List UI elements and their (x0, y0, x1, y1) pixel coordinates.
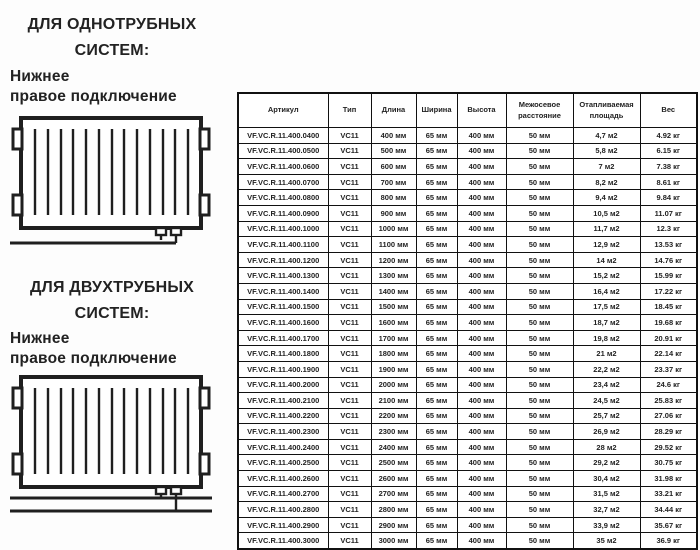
table-cell: 50 мм (506, 424, 573, 440)
table-cell: 50 мм (506, 361, 573, 377)
table-cell: VF.VC.R.11.400.1400 (238, 283, 328, 299)
table-cell: 65 мм (416, 283, 457, 299)
section-title-two-pipe (10, 275, 214, 327)
table-cell: 50 мм (506, 190, 573, 206)
table-cell: 30,4 м2 (573, 471, 640, 487)
table-cell: 4.92 кг (640, 128, 697, 144)
table-row (238, 283, 697, 299)
table-row (238, 346, 697, 362)
table-cell: 65 мм (416, 439, 457, 455)
bottom-right-connection (156, 228, 181, 243)
table-cell: 400 мм (457, 205, 506, 221)
table-cell: 33.21 кг (640, 486, 697, 502)
table-cell: VC11 (328, 346, 371, 362)
subtitle-line: правое подключение (10, 88, 177, 106)
table-cell: 400 мм (371, 128, 416, 144)
table-cell: 29,2 м2 (573, 455, 640, 471)
table-cell: 22,2 м2 (573, 361, 640, 377)
header-row (238, 93, 697, 128)
table-cell: 4,7 м2 (573, 128, 640, 144)
table-cell: 50 мм (506, 517, 573, 533)
table-cell: 2700 мм (371, 486, 416, 502)
subtitle-line: Нижнее (10, 68, 70, 85)
table-cell: VF.VC.R.11.400.1700 (238, 330, 328, 346)
table-cell: VF.VC.R.11.400.2800 (238, 502, 328, 518)
table-cell: 8.61 кг (640, 174, 697, 190)
table-row (238, 424, 697, 440)
table-cell: 400 мм (457, 283, 506, 299)
table-row (238, 299, 697, 315)
table-cell: 13.53 кг (640, 237, 697, 253)
table-cell: VC11 (328, 361, 371, 377)
table-cell: 400 мм (457, 439, 506, 455)
table-cell: 7 м2 (573, 159, 640, 175)
table-cell: 1000 мм (371, 221, 416, 237)
table-cell: 7.38 кг (640, 159, 697, 175)
table-cell: 5,8 м2 (573, 143, 640, 159)
table-cell: 50 мм (506, 268, 573, 284)
table-cell: 50 мм (506, 205, 573, 221)
single-pipe-radiator-diagram (8, 115, 216, 253)
two-pipe-radiator-diagram (8, 374, 216, 524)
table-cell: VC11 (328, 377, 371, 393)
table-cell: 25,7 м2 (573, 408, 640, 424)
table-cell: 1400 мм (371, 283, 416, 299)
table-cell: VF.VC.R.11.400.2700 (238, 486, 328, 502)
table-cell: 50 мм (506, 221, 573, 237)
table-cell: VC11 (328, 190, 371, 206)
table-cell: VC11 (328, 174, 371, 190)
table-cell: 28 м2 (573, 439, 640, 455)
table-cell: 400 мм (457, 346, 506, 362)
table-cell: VC11 (328, 455, 371, 471)
table-cell: 10,5 м2 (573, 205, 640, 221)
table-cell: 50 мм (506, 299, 573, 315)
table-row (238, 533, 697, 549)
table-cell: 8,2 м2 (573, 174, 640, 190)
table-cell: 65 мм (416, 377, 457, 393)
col-header-article: Артикул (238, 93, 328, 128)
title-line: СИСТЕМ: (74, 304, 150, 322)
table-cell: 50 мм (506, 533, 573, 549)
table-cell: 65 мм (416, 471, 457, 487)
table-cell: 400 мм (457, 455, 506, 471)
table-cell: VC11 (328, 143, 371, 159)
table-cell: 400 мм (457, 252, 506, 268)
table-cell: 50 мм (506, 174, 573, 190)
table-cell: 400 мм (457, 315, 506, 331)
table-cell: 27.06 кг (640, 408, 697, 424)
table-cell: 1700 мм (371, 330, 416, 346)
table-cell: 50 мм (506, 393, 573, 409)
table-cell: 1500 мм (371, 299, 416, 315)
table-row (238, 143, 697, 159)
table-cell: VC11 (328, 330, 371, 346)
table-cell: 9,4 м2 (573, 190, 640, 206)
table-cell: 15.99 кг (640, 268, 697, 284)
table-cell: 2900 мм (371, 517, 416, 533)
table-cell: VC11 (328, 315, 371, 331)
table-cell: 400 мм (457, 159, 506, 175)
table-cell: VC11 (328, 486, 371, 502)
col-header-width: Ширина (416, 93, 457, 128)
table-cell: VF.VC.R.11.400.0700 (238, 174, 328, 190)
table-cell: 25.83 кг (640, 393, 697, 409)
table-cell: 65 мм (416, 299, 457, 315)
table-cell: 26,9 м2 (573, 424, 640, 440)
table-cell: 400 мм (457, 486, 506, 502)
table-cell: 14 м2 (573, 252, 640, 268)
table-cell: 20.91 кг (640, 330, 697, 346)
table-cell: VF.VC.R.11.400.1900 (238, 361, 328, 377)
title-line: ДЛЯ ДВУХТРУБНЫХ (29, 279, 195, 296)
table-cell: 2000 мм (371, 377, 416, 393)
table-cell: 17,5 м2 (573, 299, 640, 315)
table-cell: 65 мм (416, 205, 457, 221)
table-cell: 65 мм (416, 408, 457, 424)
table-cell: 65 мм (416, 361, 457, 377)
table-cell: 22.14 кг (640, 346, 697, 362)
col-header-weight: Вес (640, 93, 697, 128)
table-row (238, 252, 697, 268)
table-cell: 65 мм (416, 159, 457, 175)
table-cell: 50 мм (506, 330, 573, 346)
table-cell: 50 мм (506, 346, 573, 362)
col-header-area: Отапливаемая площадь (573, 93, 640, 128)
table-cell: 2400 мм (371, 439, 416, 455)
table-cell: VF.VC.R.11.400.1200 (238, 252, 328, 268)
table-cell: 400 мм (457, 174, 506, 190)
table-cell: 400 мм (457, 330, 506, 346)
table-cell: VC11 (328, 471, 371, 487)
table-cell: 30.75 кг (640, 455, 697, 471)
table-cell: VF.VC.R.11.400.2100 (238, 393, 328, 409)
table-cell: 900 мм (371, 205, 416, 221)
table-cell: 11,7 м2 (573, 221, 640, 237)
table-row (238, 361, 697, 377)
table-row (238, 128, 697, 144)
table-cell: VC11 (328, 252, 371, 268)
table-cell: 50 мм (506, 159, 573, 175)
table-cell: 400 мм (457, 408, 506, 424)
table-cell: 19.68 кг (640, 315, 697, 331)
table-cell: 65 мм (416, 315, 457, 331)
table-cell: 2100 мм (371, 393, 416, 409)
table-cell: 50 мм (506, 237, 573, 253)
section-title-single-pipe (10, 12, 214, 64)
table-cell: 50 мм (506, 283, 573, 299)
table-cell: VF.VC.R.11.400.1800 (238, 346, 328, 362)
table-cell: 65 мм (416, 268, 457, 284)
table-cell: 50 мм (506, 315, 573, 331)
radiator-body (13, 377, 209, 487)
table-row (238, 221, 697, 237)
table-cell: 65 мм (416, 393, 457, 409)
table-cell: 2500 мм (371, 455, 416, 471)
radiator-spec-table (237, 92, 698, 550)
table-cell: 50 мм (506, 502, 573, 518)
table-cell: 400 мм (457, 502, 506, 518)
table-cell: 9.84 кг (640, 190, 697, 206)
table-cell: 600 мм (371, 159, 416, 175)
table-cell: VC11 (328, 159, 371, 175)
table-cell: VF.VC.R.11.400.1300 (238, 268, 328, 284)
table-cell: 1600 мм (371, 315, 416, 331)
table-cell: VF.VC.R.11.400.0400 (238, 128, 328, 144)
table-row (238, 205, 697, 221)
table-cell: VC11 (328, 502, 371, 518)
table-row (238, 517, 697, 533)
table-cell: VC11 (328, 424, 371, 440)
table-cell: VF.VC.R.11.400.1100 (238, 237, 328, 253)
table-cell: 3000 мм (371, 533, 416, 549)
table-row (238, 393, 697, 409)
table-cell: 50 мм (506, 471, 573, 487)
table-cell: 15,2 м2 (573, 268, 640, 284)
table-cell: VC11 (328, 533, 371, 549)
table-cell: 400 мм (457, 533, 506, 549)
table-cell: 19,8 м2 (573, 330, 640, 346)
table-cell: 65 мм (416, 517, 457, 533)
table-cell: 400 мм (457, 471, 506, 487)
subtitle-line: правое подключение (10, 350, 177, 368)
table-cell: 2800 мм (371, 502, 416, 518)
table-cell: VF.VC.R.11.400.1600 (238, 315, 328, 331)
table-cell: VF.VC.R.11.400.0500 (238, 143, 328, 159)
table-cell: 11.07 кг (640, 205, 697, 221)
col-header-type: Тип (328, 93, 371, 128)
table-cell: 34.44 кг (640, 502, 697, 518)
table-cell: 35 м2 (573, 533, 640, 549)
table-cell: VF.VC.R.11.400.2200 (238, 408, 328, 424)
table-cell: 18,7 м2 (573, 315, 640, 331)
table-cell: 65 мм (416, 237, 457, 253)
table-cell: 65 мм (416, 330, 457, 346)
table-cell: 400 мм (457, 377, 506, 393)
table-cell: 65 мм (416, 424, 457, 440)
table-cell: 65 мм (416, 174, 457, 190)
table-cell: 1300 мм (371, 268, 416, 284)
table-cell: VC11 (328, 128, 371, 144)
section-subtitle-two-pipe (10, 329, 177, 369)
table-cell: 65 мм (416, 143, 457, 159)
table-cell: 12,9 м2 (573, 237, 640, 253)
table-row (238, 486, 697, 502)
table-cell: 1100 мм (371, 237, 416, 253)
table-cell: 2600 мм (371, 471, 416, 487)
radiator-body (13, 118, 209, 228)
section-subtitle-single-pipe (10, 67, 177, 107)
table-cell: 1800 мм (371, 346, 416, 362)
table-cell: 50 мм (506, 486, 573, 502)
table-row (238, 330, 697, 346)
table-row (238, 268, 697, 284)
table-cell: 28.29 кг (640, 424, 697, 440)
table-row (238, 377, 697, 393)
table-cell: 400 мм (457, 143, 506, 159)
title-line: ДЛЯ ОДНОТРУБНЫХ (27, 16, 197, 33)
table-cell: 65 мм (416, 533, 457, 549)
table-cell: 800 мм (371, 190, 416, 206)
table-cell: 32,7 м2 (573, 502, 640, 518)
title-line: СИСТЕМ: (74, 41, 150, 59)
table-cell: 50 мм (506, 439, 573, 455)
table-cell: 31,5 м2 (573, 486, 640, 502)
table-row (238, 315, 697, 331)
table-cell: 65 мм (416, 221, 457, 237)
table-cell: 400 мм (457, 361, 506, 377)
table-cell: 1200 мм (371, 252, 416, 268)
table-cell: 50 мм (506, 455, 573, 471)
table-cell: 400 мм (457, 190, 506, 206)
table-row (238, 408, 697, 424)
table-cell: 23.37 кг (640, 361, 697, 377)
table-cell: VC11 (328, 393, 371, 409)
table-cell: VF.VC.R.11.400.2300 (238, 424, 328, 440)
table-cell: 24.6 кг (640, 377, 697, 393)
table-cell: 23,4 м2 (573, 377, 640, 393)
table-row (238, 237, 697, 253)
spec-table-header (238, 93, 697, 128)
table-cell: VF.VC.R.11.400.0800 (238, 190, 328, 206)
col-header-height: Высота (457, 93, 506, 128)
table-cell: VF.VC.R.11.400.2400 (238, 439, 328, 455)
table-row (238, 439, 697, 455)
table-cell: 700 мм (371, 174, 416, 190)
subtitle-line: Нижнее (10, 330, 70, 347)
table-cell: 31.98 кг (640, 471, 697, 487)
table-cell: 21 м2 (573, 346, 640, 362)
table-row (238, 190, 697, 206)
table-cell: 50 мм (506, 408, 573, 424)
table-cell: 2200 мм (371, 408, 416, 424)
table-cell: VC11 (328, 283, 371, 299)
table-cell: 12.3 кг (640, 221, 697, 237)
table-cell: VF.VC.R.11.400.1000 (238, 221, 328, 237)
table-cell: 65 мм (416, 346, 457, 362)
col-header-length: Длина (371, 93, 416, 128)
table-cell: 400 мм (457, 268, 506, 284)
table-cell: VF.VC.R.11.400.1500 (238, 299, 328, 315)
table-cell: 14.76 кг (640, 252, 697, 268)
table-cell: VC11 (328, 517, 371, 533)
table-cell: VC11 (328, 237, 371, 253)
table-cell: 24,5 м2 (573, 393, 640, 409)
table-cell: 400 мм (457, 237, 506, 253)
table-cell: 65 мм (416, 486, 457, 502)
table-cell: 400 мм (457, 424, 506, 440)
table-cell: 2300 мм (371, 424, 416, 440)
table-cell: VF.VC.R.11.400.2500 (238, 455, 328, 471)
table-cell: 1900 мм (371, 361, 416, 377)
table-cell: VC11 (328, 268, 371, 284)
table-cell: 50 мм (506, 252, 573, 268)
table-cell: 36.9 кг (640, 533, 697, 549)
table-cell: VF.VC.R.11.400.3000 (238, 533, 328, 549)
table-cell: VC11 (328, 205, 371, 221)
table-cell: 35.67 кг (640, 517, 697, 533)
table-cell: 17.22 кг (640, 283, 697, 299)
col-header-spacing: Межосевое расстояние (506, 93, 573, 128)
table-cell: 6.15 кг (640, 143, 697, 159)
table-cell: 50 мм (506, 128, 573, 144)
table-cell: VF.VC.R.11.400.0900 (238, 205, 328, 221)
table-cell: 29.52 кг (640, 439, 697, 455)
table-cell: 500 мм (371, 143, 416, 159)
table-cell: VC11 (328, 408, 371, 424)
table-cell: 18.45 кг (640, 299, 697, 315)
table-row (238, 174, 697, 190)
table-cell: 33,9 м2 (573, 517, 640, 533)
table-cell: 65 мм (416, 252, 457, 268)
table-cell: 400 мм (457, 517, 506, 533)
table-cell: VC11 (328, 299, 371, 315)
table-row (238, 471, 697, 487)
table-cell: 65 мм (416, 455, 457, 471)
table-cell: VC11 (328, 439, 371, 455)
table-row (238, 159, 697, 175)
table-cell: 65 мм (416, 190, 457, 206)
table-cell: 400 мм (457, 393, 506, 409)
table-cell: VC11 (328, 221, 371, 237)
table-cell: 400 мм (457, 128, 506, 144)
table-cell: 50 мм (506, 143, 573, 159)
table-cell: 50 мм (506, 377, 573, 393)
table-cell: VF.VC.R.11.400.2000 (238, 377, 328, 393)
table-row (238, 455, 697, 471)
table-cell: VF.VC.R.11.400.2600 (238, 471, 328, 487)
table-row (238, 502, 697, 518)
table-cell: VF.VC.R.11.400.2900 (238, 517, 328, 533)
table-cell: 400 мм (457, 221, 506, 237)
table-cell: 400 мм (457, 299, 506, 315)
table-cell: 65 мм (416, 128, 457, 144)
table-cell: 65 мм (416, 502, 457, 518)
table-cell: 16,4 м2 (573, 283, 640, 299)
spec-table-body (238, 128, 697, 550)
table-cell: VF.VC.R.11.400.0600 (238, 159, 328, 175)
